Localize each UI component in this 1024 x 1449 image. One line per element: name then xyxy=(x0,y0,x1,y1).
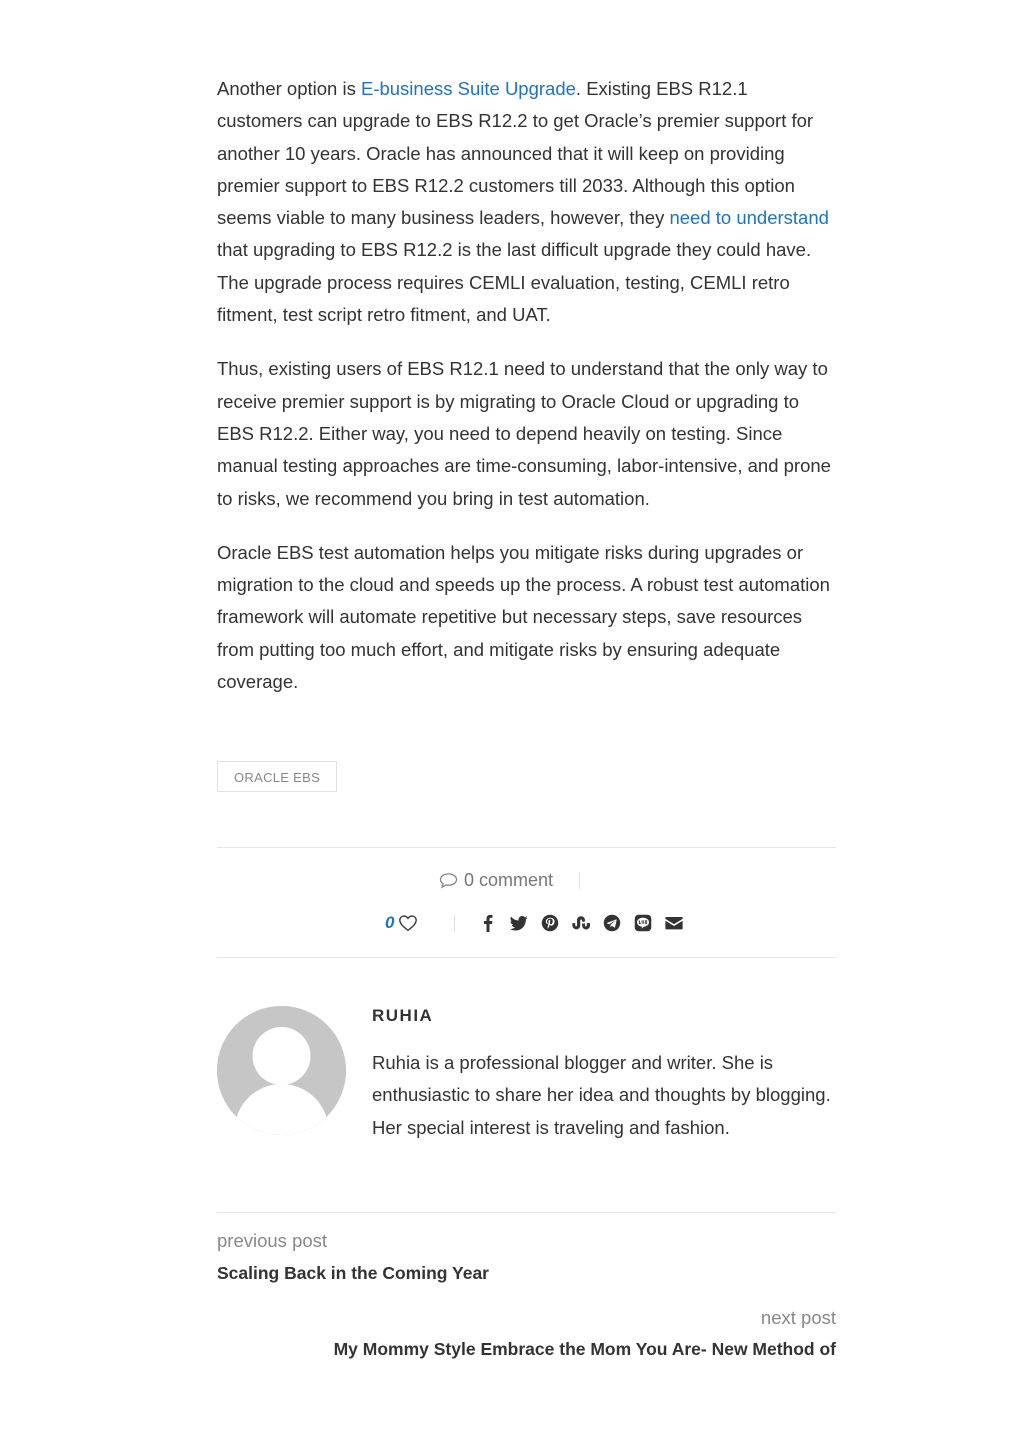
previous-post-link[interactable]: Scaling Back in the Coming Year xyxy=(217,1263,489,1283)
telegram-icon[interactable] xyxy=(603,914,621,932)
like-button[interactable] xyxy=(398,914,418,932)
post-share-box xyxy=(217,847,836,958)
avatar[interactable] xyxy=(217,1006,346,1135)
stumbleupon-icon[interactable] xyxy=(572,914,590,932)
article-paragraph xyxy=(217,73,837,331)
email-icon[interactable] xyxy=(665,914,683,932)
paragraph-text: that upgrading to EBS R12.2 is the last difficult upgrade they could have. The upgrade process requires CEMLI evaluation, testing, CEMLI retro fitment, test script retro fitment, and UAT. xyxy=(217,239,812,326)
divider xyxy=(454,915,455,931)
article-body xyxy=(217,73,837,720)
facebook-icon[interactable] xyxy=(479,914,497,932)
next-post-label: next post xyxy=(760,1307,836,1328)
previous-post-label: previous post xyxy=(217,1230,328,1251)
author-name[interactable]: RUHIA xyxy=(372,1006,434,1025)
article-paragraph: Thus, existing users of EBS R12.1 need to understand that the only way to receive premier support is by migrating to Oracle Cloud or upgrading to EBS R12.2. Either way, you need to depend heavily on testing. Since manual testing approaches are time-consuming, labor-intensive, and prone to risks, we recommend you bring in test automation. xyxy=(217,358,831,509)
line-icon[interactable] xyxy=(634,914,652,932)
twitter-icon[interactable] xyxy=(510,914,528,932)
next-post-link[interactable]: My Mommy Style Embrace the Mom You Are- New Method of xyxy=(333,1339,836,1359)
like-count: 0 xyxy=(385,913,395,932)
author-box xyxy=(217,1006,837,1146)
ebs-upgrade-link[interactable]: E-business Suite Upgrade xyxy=(360,78,576,99)
divider xyxy=(579,873,580,889)
pinterest-icon[interactable] xyxy=(541,914,559,932)
need-to-understand-link[interactable]: need to understand xyxy=(669,207,829,229)
article-paragraph: Oracle EBS test automation helps you mitigate risks during upgrades or migration to the cloud and speeds up the process. A robust test automation framework will automate repetitive but necessary steps, save resources from putting too much effort, and mitigate risks by ensuring adequate coverage. xyxy=(217,541,830,693)
heart-icon xyxy=(398,914,418,932)
comment-count[interactable] xyxy=(439,870,580,891)
author-bio: Ruhia is a professional blogger and writer. She is enthusiastic to share her idea and thoughts by blogging. Her special interest is traveling and fashion. xyxy=(372,1052,831,1138)
paragraph-text: Another option is xyxy=(217,78,361,99)
paragraph-text: . Existing EBS R12.1 customers can upgrade to EBS R12.2 to get Oracle’s premier support for another 10 years. Oracle has announced that it will keep on providing premier support to EBS R12.2 customers till 2033. Although this option seems viable to many business leaders, however, they xyxy=(217,78,814,229)
action-row xyxy=(385,913,683,933)
comment-icon xyxy=(439,872,458,889)
user-silhouette-icon xyxy=(217,1006,346,1135)
post-navigation xyxy=(217,1212,836,1359)
tag-oracle-ebs[interactable]: ORACLE EBS xyxy=(217,761,337,792)
comment-count-label: 0 comment xyxy=(464,870,554,890)
social-share-icons xyxy=(479,914,683,932)
